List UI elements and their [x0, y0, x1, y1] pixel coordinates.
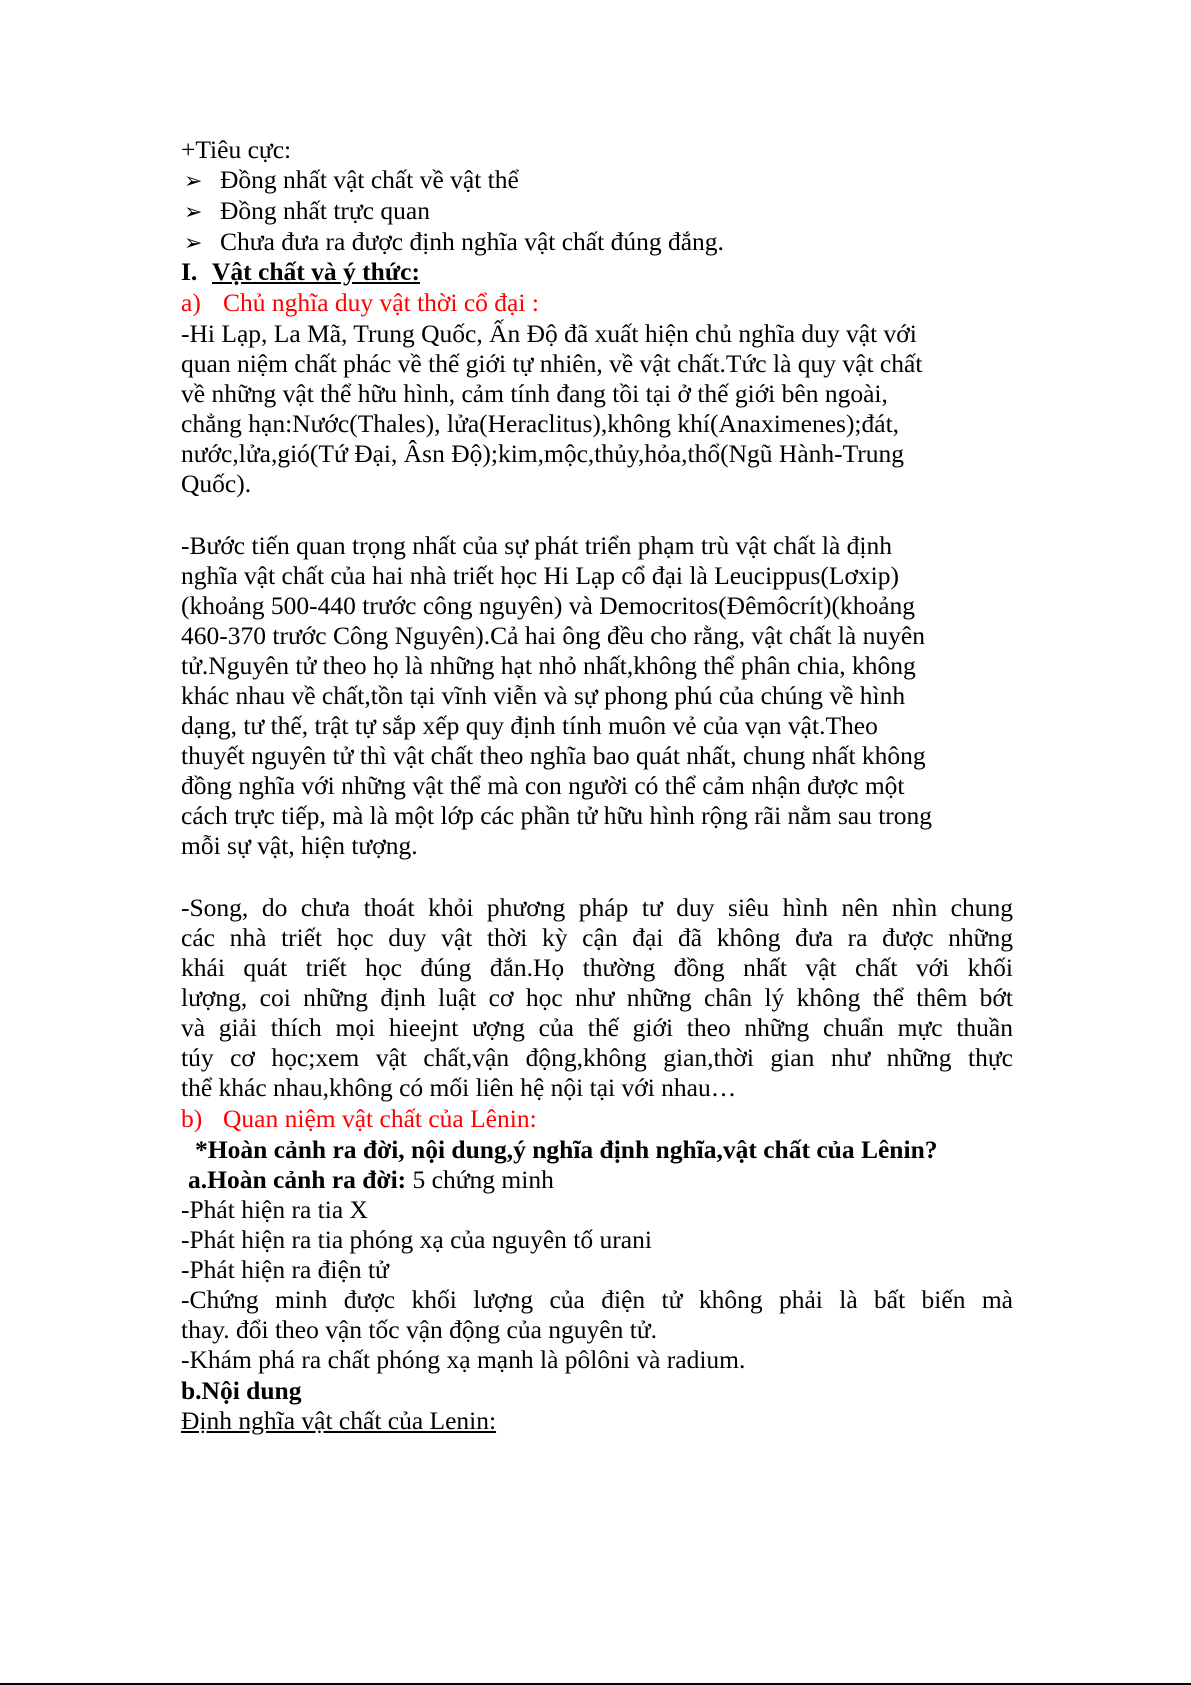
subsection-a-title: Chủ nghĩa duy vật thời cổ đại : — [223, 288, 539, 317]
list-item: -Phát hiện ra điện tử — [181, 1255, 389, 1284]
list-item: -Chứng minh được khối lượng của điện tử không phải là bất biến mà — [181, 1285, 1013, 1314]
context-label: a.Hoàn cảnh ra đời: — [188, 1165, 407, 1194]
text-line: -Bước tiến quan trọng nhất của sự phát triển phạm trù vật chất là định — [181, 531, 893, 560]
text-line: khái quát triết học đúng đắn.Họ thường đồng nhất vật chất với khối — [181, 953, 1013, 982]
subsection-b-heading — [181, 1103, 537, 1135]
arrowhead-bullet-icon: ➢ — [184, 231, 203, 256]
content-heading: b.Nội dung — [181, 1376, 302, 1405]
subsection-b-title: Quan niệm vật chất của Lênin: — [223, 1104, 537, 1133]
text-line: dạng, tư thế, trật tự sắp xếp quy định tính muôn vẻ của vạn vật.Theo — [181, 711, 878, 740]
subsection-b-marker: b) — [181, 1104, 203, 1133]
text-line: và giải thích mọi hieejnt ượng của thế giới theo những chuẩn mực thuần — [181, 1013, 1013, 1042]
text-line: thể khác nhau,không có mối liên hệ nội tại với nhau… — [181, 1073, 737, 1102]
list-item: -Khám phá ra chất phóng xạ mạnh là pôlôni và radium. — [181, 1345, 746, 1374]
text-line: cách trực tiếp, mà là một lớp các phần tử hữu hình rộng rãi nằm sau trong — [181, 801, 933, 830]
text-line: 460-370 trước Công Nguyên).Cả hai ông đều cho rằng, vật chất là nuyên — [181, 621, 925, 650]
list-item: -Phát hiện ra tia phóng xạ của nguyên tố urani — [181, 1225, 652, 1254]
text-line: thuyết nguyên tử thì vật chất theo nghĩa bao quát nhất, chung nhất không — [181, 741, 926, 770]
text-line: các nhà triết học duy vật thời kỳ cận đại đã không đưa ra được những — [181, 923, 1013, 952]
bullet-item: ➢ Đồng nhất vật chất về vật thể — [184, 164, 519, 196]
text-line: túy cơ học;xem vật chất,vận động,không gian,thời gian như những thực — [181, 1043, 1013, 1072]
text-line: quan niệm chất phác về thế giới tự nhiên, về vật chất.Tức là quy vật chất — [181, 349, 923, 378]
text-line: khác nhau về chất,tồn tại vĩnh viễn và sự phong phú của chúng về hình — [181, 681, 906, 710]
text-line: về những vật thể hữu hình, cảm tính đang tồi tại ở thế giới bên ngoài, — [181, 379, 888, 408]
arrowhead-bullet-icon: ➢ — [184, 200, 203, 225]
intro-heading: +Tiêu cực: — [181, 135, 292, 164]
definition-heading: Định nghĩa vật chất của Lenin: — [181, 1406, 497, 1435]
text-line: nước,lửa,gió(Tứ Đại, Âsn Độ);kim,mộc,thủy,hỏa,thổ(Ngũ Hành-Trung — [181, 439, 905, 468]
text-line: nghĩa vật chất của hai nhà triết học Hi Lạp cổ đại là Leucippus(Lơxip) — [181, 561, 900, 590]
list-item: -Phát hiện ra tia X — [181, 1195, 368, 1224]
section-number: I. — [181, 257, 198, 286]
text-line: -Hi Lạp, La Mã, Trung Quốc, Ấn Độ đã xuất hiện chủ nghĩa duy vật với — [181, 319, 917, 348]
bullet-item: ➢ Chưa đưa ra được định nghĩa vật chất đúng đắng. — [184, 226, 724, 258]
section-heading — [181, 256, 420, 288]
context-text: 5 chứng minh — [406, 1165, 554, 1194]
text-line: Quốc). — [181, 469, 252, 498]
text-line: -Song, do chưa thoát khỏi phương pháp tư duy siêu hình nên nhìn chung — [181, 893, 1013, 922]
text-line: đồng nghĩa với những vật thể mà con người có thể cảm nhận được một — [181, 771, 905, 800]
context-line — [188, 1164, 554, 1196]
subsection-a-heading — [181, 287, 539, 319]
text-line: (khoảng 500-440 trước công nguyên) và Democritos(Đêmôcrít)(khoảng — [181, 591, 916, 620]
text-line: chẳng hạn:Nước(Thales), lửa(Heraclitus),không khí(Anaximenes);đát, — [181, 409, 900, 438]
bullet-item: ➢ Đồng nhất trực quan — [184, 195, 430, 227]
text-line: tử.Nguyên tử theo họ là những hạt nhỏ nhất,không thể phân chia, không — [181, 651, 916, 680]
list-item: thay. đổi theo vận tốc vận động của nguyên tử. — [181, 1315, 658, 1344]
subsection-a-marker: a) — [181, 288, 201, 317]
section-title: Vật chất và ý thức: — [212, 257, 420, 286]
text-line: mỗi sự vật, hiện tượng. — [181, 831, 418, 860]
arrowhead-bullet-icon: ➢ — [184, 169, 203, 194]
lenin-question: *Hoàn cảnh ra đời, nội dung,ý nghĩa định nghĩa,vật chất của Lênin? — [195, 1135, 938, 1164]
text-line: lượng, coi những định luật cơ học như những chân lý không thể thêm bớt — [181, 983, 1013, 1012]
